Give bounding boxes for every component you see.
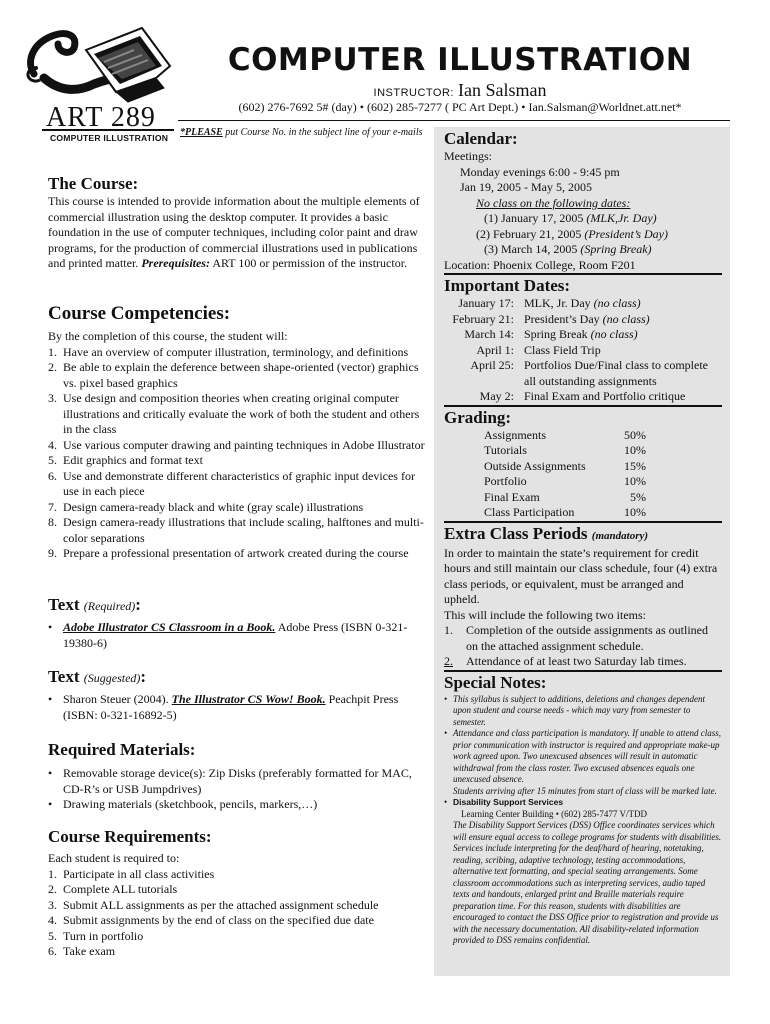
calendar-location: Location: Phoenix College, Room F201 <box>444 258 722 276</box>
email-note-bold: *PLEASE <box>180 127 223 138</box>
materials-heading: Required Materials: <box>48 740 196 759</box>
grade-item: Assignments <box>484 427 547 442</box>
extra-block <box>444 546 722 672</box>
list-item: 6. Use and demonstrate different characteristics of graphic input devices for use in each piece <box>48 468 415 498</box>
event-cell <box>524 389 722 406</box>
list-item-text: Use various computer drawing and painting techniques in Adobe Illustrator <box>63 437 425 452</box>
table-row <box>444 428 722 444</box>
logo-subtitle: COMPUTER ILLUSTRATION <box>50 133 169 143</box>
author: Sharon Steuer (2004). <box>63 692 172 706</box>
list-item-text: Submit ALL assignments as per the attached assignment schedule <box>63 897 379 912</box>
heading-colon: : <box>140 667 147 686</box>
no-class-date <box>444 227 722 243</box>
list-item <box>444 654 722 670</box>
list-item-text: Design camera-ready black and white (gray scale) illustrations <box>63 499 364 514</box>
materials-list <box>48 766 428 813</box>
list-item: 9. Prepare a professional presentation of artwork created during the course <box>48 546 409 560</box>
list-item: 1. Participate in all class activities <box>48 866 215 881</box>
course-description <box>48 194 426 272</box>
table-row <box>444 296 722 312</box>
meeting-time: Monday evenings 6:00 - 9:45 pm <box>460 164 620 179</box>
list-item: 5. Edit graphics and format text <box>48 453 203 467</box>
materials-section <box>48 740 428 813</box>
extra-text: In order to maintain the state’s requirement for credit hours and still maintain our class schedule, four (4) extra class periods, or equivalent, must be arranged and upheld. <box>444 545 718 606</box>
competencies-intro: By the completion of this course, the student will: <box>48 329 288 343</box>
date-note: (President’s Day) <box>584 226 668 241</box>
email-note-text: put Course No. in the subject line of your e-mails <box>222 127 423 138</box>
required-text-list <box>48 620 420 651</box>
item-num: 1. <box>444 623 453 637</box>
heading-text: Text <box>48 595 80 614</box>
calendar-heading: Calendar: <box>444 129 518 148</box>
note-text: Students arriving after 15 minutes from start of class will be marked late. <box>453 785 717 796</box>
event-text: President’s Day <box>524 311 603 326</box>
grade-pct: 10% <box>624 443 646 457</box>
table-row <box>444 389 722 406</box>
item-num: 2. <box>444 654 453 668</box>
date-text: March 14, 2005 <box>498 242 581 256</box>
prereq-label: Prerequisites: <box>141 256 210 270</box>
event-cell <box>524 312 722 328</box>
extra-follow: This will include the following two items: <box>444 607 646 622</box>
book-title: The Illustrator CS Wow! Book. <box>171 692 326 706</box>
event-cell <box>524 296 722 312</box>
list-item: 7. Design camera-ready black and white (gray scale) illustrations <box>48 499 364 514</box>
event-note: (no class) <box>593 296 641 310</box>
event-text: MLK, Jr. Day <box>524 296 594 310</box>
grade-item: Final Exam <box>484 489 540 504</box>
requirements-list <box>48 867 428 960</box>
requirements-intro: Each student is required to: <box>48 851 180 865</box>
list-item: • Drawing materials (sketchbook, pencils, markers,…) <box>48 797 428 813</box>
heading-note: (Suggested) <box>83 671 141 685</box>
event-text: Class Field Trip <box>524 342 601 357</box>
list-item-text: Design camera-ready illustrations that include scaling, halftones and multi-color separations <box>63 515 424 545</box>
heading-note: (mandatory) <box>591 529 649 542</box>
course-text: This course is intended to provide information about the multiple elements of commercial illustration using the desktop computer. It provides a basic foundation in the use of computer techniques, including color paint and draw programs, for the production of commercial illustrations used in publications and printed matter. <box>48 194 420 270</box>
list-item: 2. Be able to explain the deference between shape-oriented (vector) graphics vs. pixel based graphics <box>48 360 419 390</box>
heading-note: (Required) <box>83 599 136 613</box>
dss-title: Disability Support Services <box>453 797 564 807</box>
list-item-text: Complete ALL tutorials <box>63 882 178 896</box>
list-item-text: Use design and composition theories when creating original computer illustrations and critically evaluate the work of both the student and others in the class <box>63 391 420 436</box>
no-class-date <box>444 242 722 258</box>
date-note: (Spring Break) <box>580 242 652 256</box>
logo-course-number: ART 289 <box>46 102 156 133</box>
requirements-section <box>48 827 428 960</box>
list-item: 8. Design camera-ready illustrations that include scaling, halftones and multi-color separations <box>48 515 424 545</box>
list-item-text: Edit graphics and format text <box>63 453 203 467</box>
meetings-label: Meetings: <box>444 149 492 163</box>
suggested-text-section <box>48 667 422 723</box>
table-row <box>444 327 722 343</box>
list-item-text: Have an overview of computer illustration, terminology, and definitions <box>63 344 409 359</box>
list-item: 3. Use design and composition theories when creating original computer illustrations and critically evaluate the work of both the student and others in the class <box>48 391 420 436</box>
grade-pct: 5% <box>630 489 646 504</box>
book-title: Adobe Illustrator CS Classroom in a Book. <box>63 620 276 634</box>
list-item-text: Turn in portfolio <box>63 928 144 943</box>
grade-item: Outside Assignments <box>484 458 586 473</box>
heading-text: Extra Class Periods <box>444 523 588 543</box>
event-text: Portfolios Due/Final class to complete all outstanding assignments <box>524 358 708 388</box>
date-num: (2) <box>476 226 490 241</box>
event-text: Spring Break <box>524 327 591 341</box>
list-item-text: Use and demonstrate different characteristics of graphic input devices for use in each piece <box>63 468 415 498</box>
email-note <box>180 127 423 138</box>
date-note: (MLK,Jr. Day) <box>586 211 657 225</box>
suggested-text-heading <box>48 667 422 688</box>
list-item-text: Take exam <box>63 944 116 958</box>
list-item: 3. Submit ALL assignments as per the attached assignment schedule <box>48 897 379 912</box>
important-dates-table <box>444 296 722 407</box>
competencies-section <box>48 303 428 562</box>
contact-line: (602) 276-7692 5# (day) • (602) 285-7277 ( PC Art Dept.) • Ian.Salsman@Worldnet.att.net* <box>238 100 682 114</box>
grade-pct: 10% <box>624 474 646 488</box>
list-item-text: Prepare a professional presentation of artwork created during the course <box>63 546 409 560</box>
event-note: (no class) <box>590 327 638 341</box>
list-item <box>444 623 722 654</box>
table-row <box>444 443 722 459</box>
course-section <box>48 174 426 272</box>
table-row <box>444 505 722 522</box>
table-row <box>444 343 722 359</box>
instructor-name: Ian Salsman <box>457 80 547 100</box>
list-item: 1. Have an overview of computer illustration, terminology, and definitions <box>48 344 409 359</box>
date-cell: May 2: <box>479 389 514 403</box>
heading-colon: : <box>135 595 141 614</box>
list-item-text: Participate in all class activities <box>63 866 215 881</box>
list-item: • Removable storage device(s): Zip Disks (preferably formatted for MAC, CD-R’s or USB Jumpdrives) <box>48 766 428 797</box>
instructor-label: INSTRUCTOR: <box>373 87 454 99</box>
page-title: COMPUTER ILLUSTRATION <box>227 42 693 78</box>
list-item: 5. Turn in portfolio <box>48 928 144 943</box>
date-text: January 17, 2005 <box>498 211 587 225</box>
notes-heading: Special Notes: <box>444 672 547 692</box>
heading-text: Text <box>48 667 80 686</box>
event-cell <box>524 358 722 389</box>
list-item <box>444 797 722 947</box>
suggested-text-list <box>48 692 422 723</box>
important-dates-heading: Important Dates: <box>444 276 571 295</box>
meeting-range: Jan 19, 2005 - May 5, 2005 <box>460 180 592 194</box>
table-row <box>444 459 722 475</box>
list-item: 4. Submit assignments by the end of class on the specified due date <box>48 913 374 927</box>
header-divider <box>178 120 730 121</box>
event-note: (no class) <box>602 311 650 326</box>
date-cell: February 21: <box>452 311 514 326</box>
grading-table <box>444 428 722 523</box>
note-text: Attendance and class participation is mandatory. If unable to attend class, prior communication with instructor is required and appropriate make-up work agreed upon. Two unexcused absences will result in automatic withdrawal from the class roster. Two excused absences equals one unexcused absence. <box>453 728 721 784</box>
grade-item: Tutorials <box>484 443 527 457</box>
date-cell: January 17: <box>458 296 514 310</box>
table-row <box>444 474 722 490</box>
list-item-text: Be able to explain the deference between shape-oriented (vector) graphics vs. pixel based graphics <box>63 360 419 390</box>
table-row <box>444 490 722 506</box>
table-row <box>444 358 722 389</box>
book-details: Adobe Press (ISBN 0-321-19380-6) <box>63 620 408 650</box>
item-text: Completion of the outside assignments as outlined on the attached assignment schedule. <box>466 623 708 653</box>
competencies-list <box>48 345 428 562</box>
calendar-block <box>444 149 722 275</box>
grade-pct: 15% <box>624 458 646 473</box>
date-text: February 21, 2005 <box>490 226 585 241</box>
extra-heading <box>444 524 722 546</box>
date-cell: April 1: <box>476 342 514 357</box>
dss-line: Learning Center Building • (602) 285-7477 V/TDD <box>461 808 647 819</box>
prereq-text: ART 100 or permission of the instructor. <box>209 256 408 270</box>
notes-list <box>444 694 722 947</box>
list-item <box>48 692 422 723</box>
list-item: 6. Take exam <box>48 944 116 958</box>
book-details: Peachpit Press (ISBN: 0-321-16892-5) <box>63 692 399 722</box>
list-item <box>48 620 420 651</box>
required-text-section <box>48 595 420 651</box>
competencies-heading: Course Competencies: <box>48 303 231 324</box>
event-cell <box>524 343 722 359</box>
grade-item: Portfolio <box>484 474 527 488</box>
no-class-label: No class on the following dates: <box>476 195 631 210</box>
grade-pct: 10% <box>624 505 646 519</box>
dss-text: The Disability Support Services (DSS) Office coordinates services which will ensure equal access to college programs for students with disabilities. Services include interpreting for the deaf/hard of hearing, notetaking, reading, scribing, adaptive technology, testing accommodations, alternative text formatting, and special seating arrangements. Some classroom accommodations such as interpreting services, audio taped texts and handouts, enlarged print and Braille materials require preparation time. For this reason, students with disabilities are encouraged to contact the DSS Office prior to registration and provide us with the necessary documentation. All disability-related information provided to DSS remains confidential. <box>453 820 722 945</box>
item-text: Attendance of at least two Saturday lab times. <box>466 654 687 668</box>
course-heading: The Course: <box>48 174 139 193</box>
grading-heading: Grading: <box>444 407 512 427</box>
list-item <box>444 728 722 797</box>
date-cell: March 14: <box>464 327 514 341</box>
date-num: (1) <box>484 211 498 225</box>
date-num: (3) <box>484 242 498 256</box>
grade-item: Class Participation <box>484 505 575 519</box>
list-item-text: Submit assignments by the end of class on the specified due date <box>63 913 374 927</box>
sidebar <box>434 127 730 976</box>
list-item: • This syllabus is subject to additions, deletions and changes dependent upon student and course needs - which may vary from semester to semester. <box>444 694 722 729</box>
table-row <box>444 312 722 328</box>
no-class-date <box>444 211 722 227</box>
list-item: 4. Use various computer drawing and painting techniques in Adobe Illustrator <box>48 437 425 452</box>
event-cell <box>524 327 722 343</box>
date-cell: April 25: <box>470 358 514 372</box>
requirements-heading: Course Requirements: <box>48 827 212 846</box>
required-text-heading <box>48 595 420 616</box>
event-text: Final Exam and Portfolio critique <box>524 389 686 403</box>
list-item: 2. Complete ALL tutorials <box>48 882 178 896</box>
grade-pct: 50% <box>624 427 646 442</box>
